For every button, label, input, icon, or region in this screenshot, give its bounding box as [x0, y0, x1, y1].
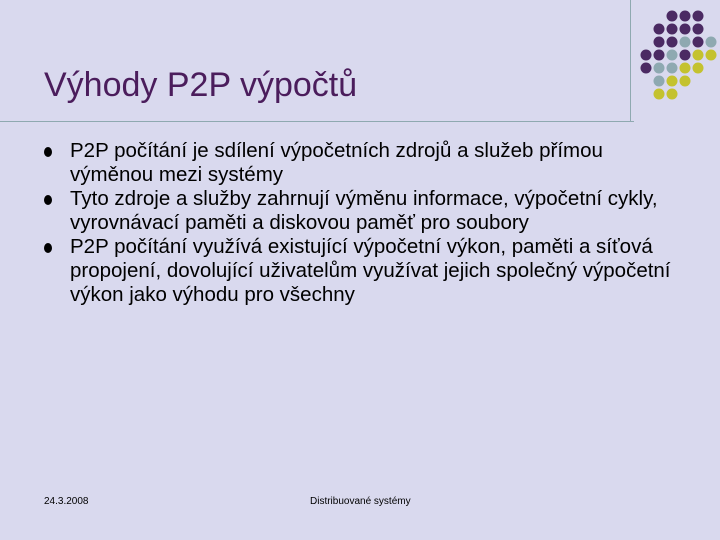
decorative-dot: [693, 37, 704, 48]
bullet-text: P2P počítání je sdílení výpočetních zdrojů a služeb přímou výměnou mezi systémy: [70, 139, 603, 186]
bullet-item: [42, 235, 682, 307]
decorative-dot: [680, 50, 691, 61]
bullet-item: [42, 139, 682, 187]
decorative-dot: [654, 76, 665, 87]
decorative-dot: [680, 11, 691, 22]
bullet-text: Tyto zdroje a služby zahrnují výměnu informace, výpočetní cykly, vyrovnávací paměti a diskovou paměť pro soubory: [70, 187, 658, 234]
bullet-icon: [44, 147, 52, 157]
title-underline: [0, 121, 634, 122]
decorative-dot: [667, 50, 678, 61]
decorative-dot: [654, 50, 665, 61]
decorative-dot: [654, 37, 665, 48]
decorative-dot: [693, 63, 704, 74]
bullet-list: [42, 139, 682, 307]
decorative-dot: [680, 76, 691, 87]
decorative-dot: [667, 24, 678, 35]
bullet-icon: [44, 195, 52, 205]
bullet-text: P2P počítání využívá existující výpočetní výkon, paměti a síťová propojení, dovolující uživatelům využívat jejich společný výpočetní výkon jako výhodu pro všechny: [70, 235, 671, 306]
decorative-dot: [641, 63, 652, 74]
decorative-dot: [706, 37, 717, 48]
decorative-dot: [693, 11, 704, 22]
decorative-dot: [654, 89, 665, 100]
bullet-item: [42, 187, 682, 235]
decorative-dot: [654, 63, 665, 74]
decorative-dot: [654, 24, 665, 35]
decorative-dot: [693, 24, 704, 35]
decorative-dot: [680, 63, 691, 74]
footer-date: 24.3.2008: [44, 496, 89, 507]
slide-title: Výhody P2P výpočtů: [44, 66, 358, 104]
decorative-dot: [667, 89, 678, 100]
decorative-dot: [641, 50, 652, 61]
decorative-dot: [693, 50, 704, 61]
footer-title: Distribuované systémy: [310, 496, 411, 507]
decorative-dot: [667, 76, 678, 87]
decorative-dot: [667, 37, 678, 48]
decorative-dot: [680, 24, 691, 35]
decorative-vertical-line: [630, 0, 631, 122]
decorative-dot: [706, 50, 717, 61]
decorative-dot: [667, 11, 678, 22]
bullet-icon: [44, 243, 52, 253]
decorative-dot: [680, 37, 691, 48]
decorative-dot: [667, 63, 678, 74]
